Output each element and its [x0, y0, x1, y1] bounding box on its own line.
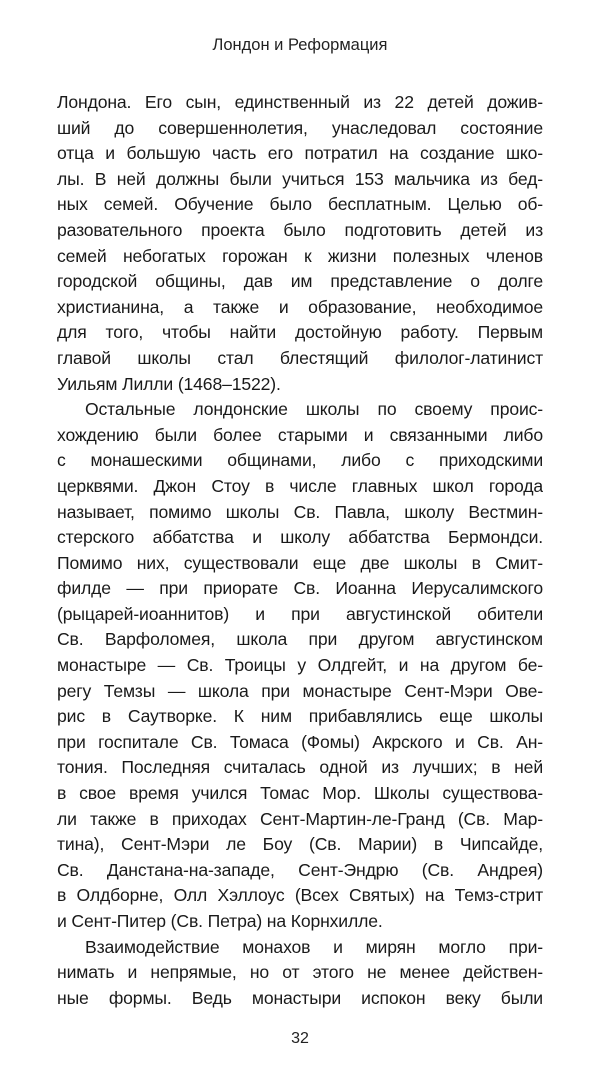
text-line: ных семей. Обучение было бесплатным. Целью об-	[57, 194, 543, 215]
body-text	[57, 90, 543, 1011]
text-line: семей небогатых горожан к жизни полезных членов	[57, 245, 543, 266]
text-line: Св. Варфоломея, школа при другом августинском	[57, 629, 543, 650]
text-line: Взаимодействие монахов и мирян могло при-	[85, 936, 543, 957]
page-number: 32	[291, 1030, 309, 1047]
text-line: с монашескими общинами, либо с приходскими	[57, 450, 543, 471]
text-line: Остальные лондонские школы по своему проис-	[85, 399, 543, 420]
text-line: главой школы стал блестящий филолог-латинист	[57, 347, 543, 368]
text-line: для того, чтобы найти достойную работу. Первым	[57, 322, 543, 343]
text-line: (рыцарей-иоаннитов) и при августинской обители	[57, 603, 543, 624]
text-line: при госпитале Св. Томаса (Фомы) Акрского и Св. Ан-	[57, 731, 543, 752]
text-line: рис в Саутворке. К ним прибавлялись еще школы	[57, 706, 543, 727]
text-line: хождению были более старыми и связанными либо	[57, 424, 543, 445]
text-line: нимать и непрямые, но от этого не менее действен-	[57, 962, 543, 983]
text-line: городской общины, дав им представление о долге	[57, 271, 543, 292]
paragraph	[57, 935, 543, 1012]
text-line: тония. Последняя считалась одной из лучших; в ней	[57, 757, 543, 778]
paragraph	[57, 90, 543, 397]
text-line: регу Темзы — школа при монастыре Сент-Мэри Ове-	[57, 680, 543, 701]
text-line: в Олдборне, Олл Хэллоус (Всех Святых) на Темз-стрит	[57, 885, 543, 906]
text-line: монастыре — Св. Троицы у Олдгейт, и на другом бе-	[57, 655, 543, 676]
text-line: разовательного проекта было подготовить детей из	[57, 219, 543, 240]
text-line: в свое время учился Томас Мор. Школы существова-	[57, 783, 543, 804]
text-line: лы. В ней должны были учиться 153 мальчика из бед-	[57, 168, 543, 189]
text-line: ли также в приходах Сент-Мартин-ле-Гранд (Св. Мар-	[57, 808, 543, 829]
text-line: тина), Сент-Мэри ле Боу (Св. Марии) в Чипсайде,	[57, 834, 543, 855]
text-line: ные формы. Ведь монастыри испокон веку были	[57, 987, 543, 1008]
text-line: христианина, а также и образование, необходимое	[57, 296, 543, 317]
text-line: стерского аббатства и школу аббатства Бермондси.	[57, 527, 543, 548]
paragraph	[57, 397, 543, 934]
text-line: Уильям Лилли (1468–1522).	[57, 373, 281, 394]
text-line: Св. Данстана-на-западе, Сент-Эндрю (Св. Андрея)	[57, 859, 543, 880]
text-line: и Сент-Питер (Св. Петра) на Корнхилле.	[57, 911, 383, 931]
text-line: Помимо них, существовали еще две школы в Смит-	[57, 552, 543, 573]
running-header: Лондон и Реформация	[212, 36, 388, 54]
text-line: называет, помимо школы Св. Павла, школу Вестмин-	[57, 501, 543, 522]
text-line: ший до совершеннолетия, унаследовал состояние	[57, 117, 543, 138]
text-line: церквями. Джон Стоу в числе главных школ города	[57, 475, 543, 496]
text-line: Лондона. Его сын, единственный из 22 детей дожив-	[57, 92, 543, 112]
text-line: филде — при приорате Св. Иоанна Иерусалимского	[57, 578, 543, 599]
text-line: отца и большую часть его потратил на создание шко-	[57, 143, 543, 164]
